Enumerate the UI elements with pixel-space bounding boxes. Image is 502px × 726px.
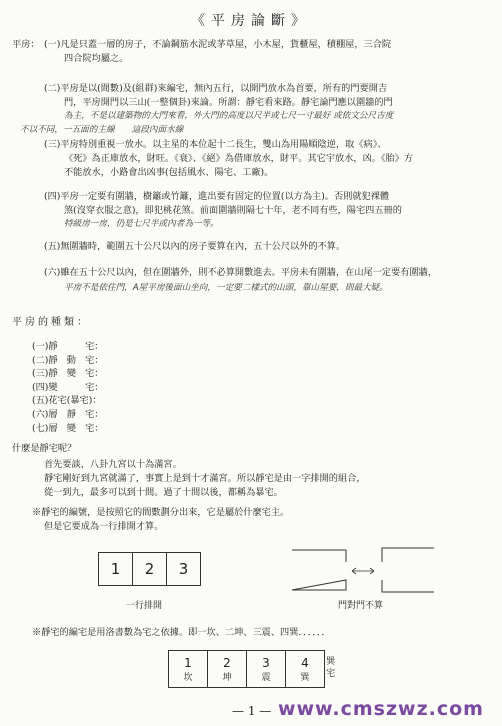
intro-line-1: (一)凡是只蓋一層的房子，不論鋼筋水泥或茅草屋，小木屋，貨櫃屋，積棚屋，三合院 bbox=[44, 39, 392, 50]
static-line: 首先要談，八卦九宮以十為滿宮。 bbox=[44, 459, 182, 470]
diagram-1-caption: 一行排開 bbox=[126, 601, 163, 611]
room-cell: 3 bbox=[166, 552, 201, 586]
type-item: (四)變 宅： bbox=[32, 381, 104, 393]
item-2-line-3: 為主，不是以建築物的大門來看，外大門的高度以尺半或七尺一寸最好 或依文公尺吉度 bbox=[64, 111, 394, 121]
static-line: 從一到九，最多可以到十間。過了十間以後，都稱為暴宅。 bbox=[44, 487, 283, 498]
types-list bbox=[32, 340, 103, 435]
door-facing-diagram bbox=[290, 540, 436, 598]
type-item: (一)靜 宅： bbox=[32, 341, 104, 352]
luoshu-cell: 3 震 bbox=[246, 650, 286, 688]
note-2: ※靜宅的編宅是用洛書數為宅之依據。即一坎、二坤、三震、四巽．．．．．． bbox=[32, 627, 331, 638]
luoshu-cell: 2 坤 bbox=[207, 650, 247, 688]
item-2-line-2: 門，平房開門以三山(一整個卦)來論。所謂：靜宅看來路。靜宅論門應以圍牆的門 bbox=[64, 97, 393, 108]
watermark: www.cmszwz.com bbox=[277, 698, 484, 720]
item-4-line-3: 特級房一房，仍是七尺半或內者為一等。 bbox=[64, 219, 219, 229]
room-cell: 1 bbox=[98, 552, 133, 586]
item-4-line-1: (四)平房一定要有圍牆，樹籬或竹籬，進出要有固定的位置(以方為主)。否則就犯裸體 bbox=[44, 191, 390, 202]
luoshu-cell: 4 巽 bbox=[285, 650, 325, 688]
diagram-row-layout bbox=[98, 552, 200, 586]
diagram-3-side-label: 巽宅 bbox=[326, 656, 336, 679]
types-title: 平房的種類： bbox=[12, 317, 90, 328]
item-4-line-2: 煞(沒穿衣服之意)，即犯桃花煞。前面圍牆則隔七十年，老不同有些，陽宅四五冊的 bbox=[64, 205, 402, 216]
item-5-line-1: (五)無圍牆時，範圍五十公尺以內的房子要算在內，五十公尺以外的不算。 bbox=[44, 241, 346, 252]
item-3-line-2: 《死》為正庫放水，財旺。《衰》、《絕》為借庫放水，財平。其它宇放水，凶。《胎》方 bbox=[64, 153, 414, 164]
type-item: (五)花宅(暴宅)： bbox=[32, 395, 102, 407]
type-item: (二)靜 動 宅： bbox=[32, 354, 104, 366]
note-1-line-2: 但是它要成為一行排開才算。 bbox=[44, 521, 164, 532]
static-question: 什麼是靜宅呢？ bbox=[12, 443, 77, 454]
intro-line-2: 四合院均屬之。 bbox=[64, 53, 129, 64]
item-6-line-2: 平房不是依住門，A屋平房後面山坐向，一定要二樣式的山頭，靠山屋要，則最大疑。 bbox=[64, 283, 388, 293]
page-number: — 1 — bbox=[232, 704, 272, 718]
note-1-line-1: ※靜宅的編號，是按照它的間數劃分出來，它是屬於什麼宅主。 bbox=[32, 507, 290, 518]
static-line: 靜宅剛好到九宮就滿了，事實上是到十才滿宮。所以靜宅是由一字排開的組合， bbox=[44, 473, 366, 484]
item-3-line-1: (三)平房特別重視一放水。以主星的本位起十二長生，雙山為用陽順陰逆，取《病》、 bbox=[44, 139, 387, 150]
luoshu-cells bbox=[168, 650, 324, 688]
room-cell: 2 bbox=[132, 552, 167, 586]
diagram-2-caption: 門對門不算 bbox=[338, 601, 384, 611]
item-6-line-1: (六)雖在五十公尺以內，但在圍牆外，則不必算開數進去。平房未有圍牆，在山尾一定要有圍牆， bbox=[44, 267, 438, 278]
item-3-line-3: 不能放水，小路會出凶事(包括風水、陽宅、工廠)。 bbox=[64, 167, 274, 178]
type-item: (七)層 變 宅： bbox=[32, 422, 104, 434]
page-title: 《平房論斷》 bbox=[191, 13, 311, 29]
type-item: (三)靜 變 宅： bbox=[32, 368, 104, 380]
type-item: (六)層 靜 宅： bbox=[32, 408, 104, 420]
intro-label: 平房： bbox=[12, 39, 40, 50]
item-2-line-1: (二)平房是以(間數)及(組群)來編宅，無內五行，以開門放水為首要，所有的門要開吉 bbox=[44, 83, 388, 94]
luoshu-cell: 1 坎 bbox=[168, 650, 208, 688]
handwritten-annotation: 不以不同，一五面的主線 這段內面水線 bbox=[20, 125, 184, 135]
